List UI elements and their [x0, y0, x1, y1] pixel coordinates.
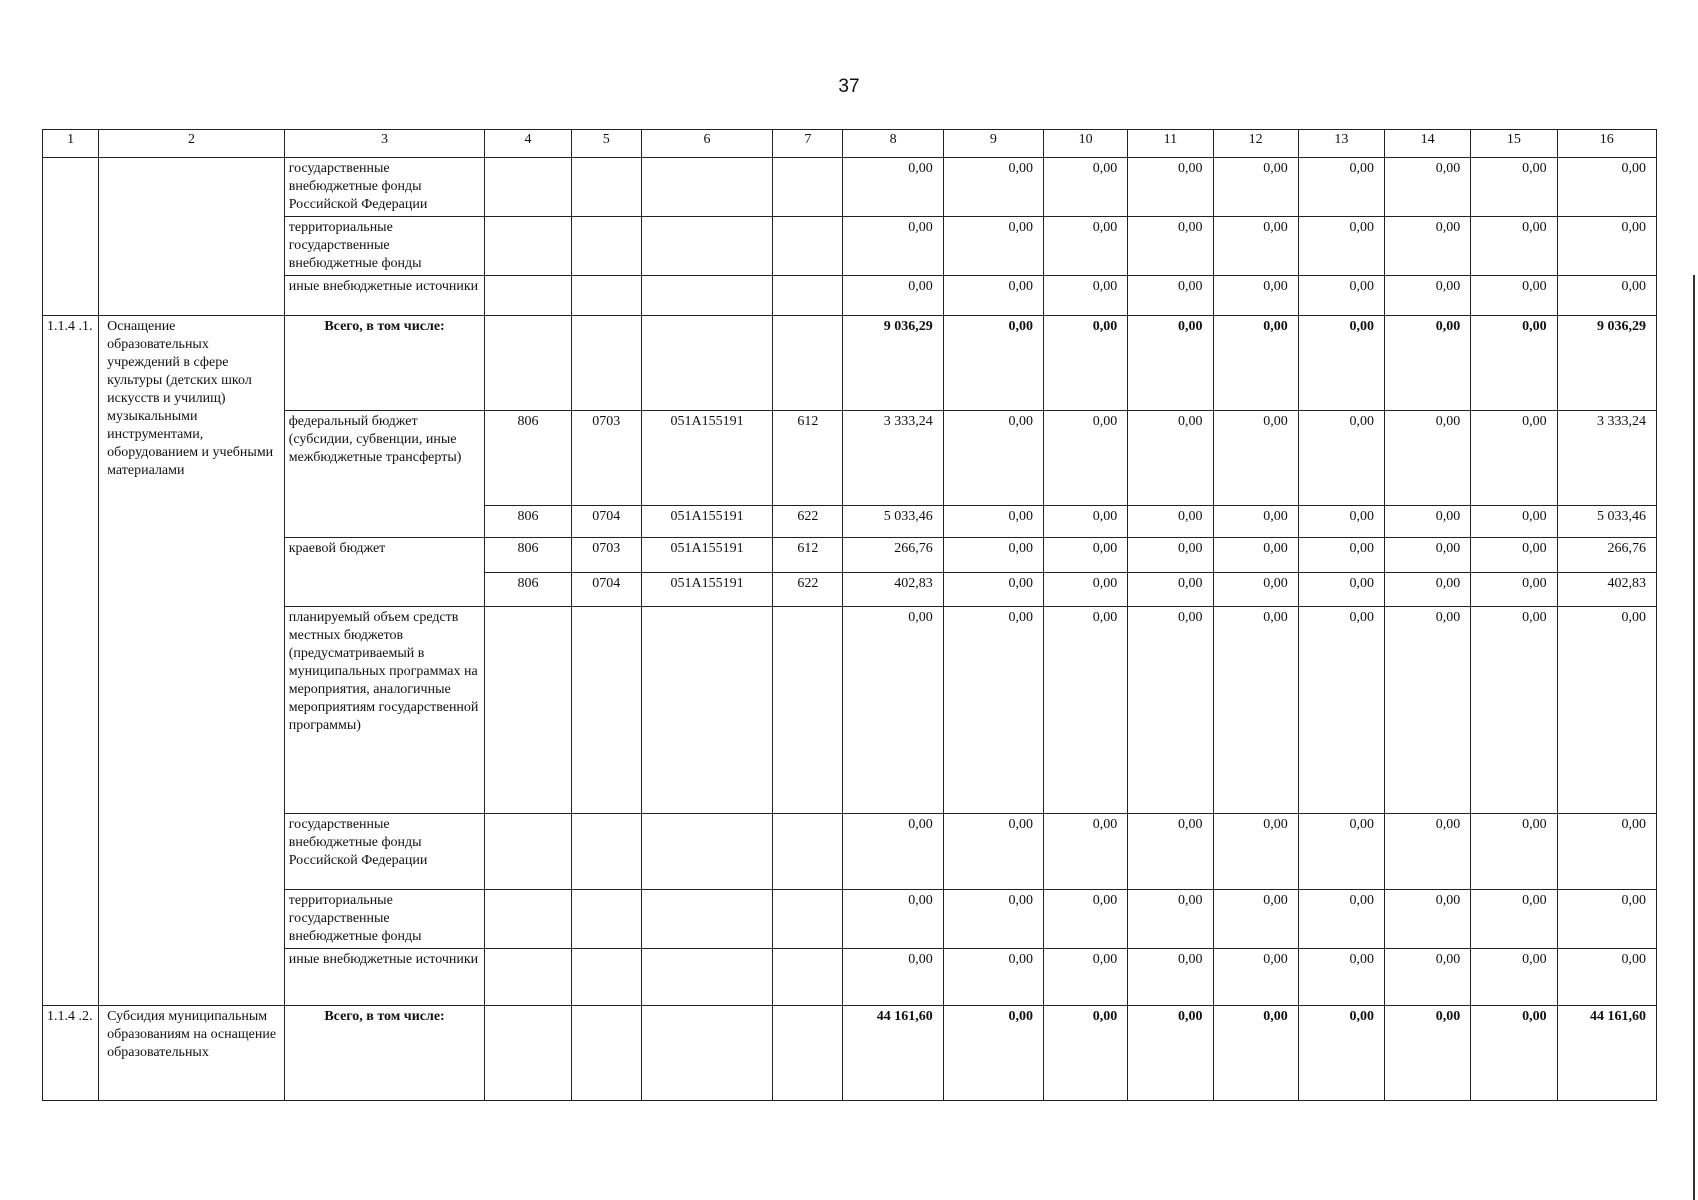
value-cell: 0,00 — [1385, 1006, 1471, 1101]
value-cell: 0,00 — [843, 276, 943, 316]
value-cell: 0,00 — [1213, 217, 1298, 276]
code-cell — [641, 607, 772, 814]
value-cell: 0,00 — [1298, 607, 1384, 814]
value-cell: 0,00 — [1471, 573, 1557, 607]
value-cell: 0,00 — [1128, 316, 1213, 411]
value-cell: 266,76 — [1557, 538, 1656, 573]
table-row — [43, 217, 1657, 276]
value-cell: 0,00 — [1298, 890, 1384, 949]
value-cell: 0,00 — [1298, 411, 1384, 506]
code-cell: 622 — [773, 573, 843, 607]
code-cell — [485, 1006, 571, 1101]
value-cell: 0,00 — [1213, 411, 1298, 506]
value-cell: 0,00 — [1471, 607, 1557, 814]
value-cell: 0,00 — [1471, 411, 1557, 506]
code-cell — [485, 890, 571, 949]
value-cell: 0,00 — [1557, 217, 1656, 276]
column-header: 13 — [1298, 130, 1384, 158]
value-cell: 0,00 — [943, 1006, 1043, 1101]
table-row — [43, 607, 1657, 814]
value-cell: 0,00 — [1557, 276, 1656, 316]
item-number-cell — [43, 158, 99, 316]
value-cell: 0,00 — [1213, 316, 1298, 411]
value-cell: 0,00 — [1044, 506, 1128, 538]
value-cell: 402,83 — [1557, 573, 1656, 607]
code-cell — [773, 607, 843, 814]
value-cell: 0,00 — [1213, 158, 1298, 217]
code-cell — [641, 890, 772, 949]
value-cell: 0,00 — [1044, 217, 1128, 276]
table-row — [43, 276, 1657, 316]
column-header: 4 — [485, 130, 571, 158]
value-cell: 0,00 — [1385, 411, 1471, 506]
code-cell — [773, 1006, 843, 1101]
code-cell: 051A155191 — [641, 506, 772, 538]
value-cell: 0,00 — [1385, 506, 1471, 538]
funding-source-cell: государственные внебюджетные фонды Российской Федерации — [284, 158, 485, 217]
value-cell: 0,00 — [943, 158, 1043, 217]
value-cell: 0,00 — [843, 949, 943, 1006]
column-header: 10 — [1044, 130, 1128, 158]
code-cell — [485, 316, 571, 411]
value-cell: 0,00 — [1128, 890, 1213, 949]
code-cell — [571, 890, 641, 949]
funding-source-cell: федеральный бюджет (субсидии, субвенции, иные межбюджетные трансферты) — [284, 411, 485, 538]
value-cell: 0,00 — [1557, 814, 1656, 890]
item-name-cell — [99, 158, 285, 316]
table-row — [43, 538, 1657, 573]
code-cell: 622 — [773, 506, 843, 538]
code-cell — [571, 814, 641, 890]
item-number-cell: 1.1.4 .2. — [43, 1006, 99, 1101]
value-cell: 0,00 — [943, 217, 1043, 276]
budget-table — [42, 129, 1657, 1101]
value-cell: 0,00 — [1385, 276, 1471, 316]
value-cell: 0,00 — [1128, 607, 1213, 814]
value-cell: 0,00 — [1213, 1006, 1298, 1101]
value-cell: 44 161,60 — [843, 1006, 943, 1101]
code-cell — [485, 949, 571, 1006]
value-cell: 0,00 — [1213, 607, 1298, 814]
value-cell: 0,00 — [1471, 217, 1557, 276]
value-cell: 0,00 — [1471, 538, 1557, 573]
funding-source-cell: краевой бюджет — [284, 538, 485, 607]
code-cell — [641, 217, 772, 276]
code-cell — [641, 276, 772, 316]
value-cell: 0,00 — [1557, 607, 1656, 814]
code-cell: 051A155191 — [641, 411, 772, 506]
table-row — [43, 316, 1657, 411]
value-cell: 0,00 — [843, 158, 943, 217]
code-cell — [641, 316, 772, 411]
value-cell: 0,00 — [1385, 538, 1471, 573]
value-cell: 0,00 — [943, 316, 1043, 411]
funding-source-cell: Всего, в том числе: — [284, 1006, 485, 1101]
column-header: 12 — [1213, 130, 1298, 158]
value-cell: 0,00 — [1213, 538, 1298, 573]
value-cell: 0,00 — [1298, 949, 1384, 1006]
value-cell: 0,00 — [1128, 276, 1213, 316]
code-cell — [485, 814, 571, 890]
code-cell — [571, 217, 641, 276]
column-header: 8 — [843, 130, 943, 158]
value-cell: 0,00 — [1128, 158, 1213, 217]
value-cell: 0,00 — [1298, 1006, 1384, 1101]
value-cell: 0,00 — [1298, 158, 1384, 217]
value-cell: 0,00 — [1044, 316, 1128, 411]
value-cell: 0,00 — [943, 949, 1043, 1006]
value-cell: 266,76 — [843, 538, 943, 573]
value-cell: 0,00 — [1385, 316, 1471, 411]
value-cell: 0,00 — [1128, 217, 1213, 276]
funding-source-cell: иные внебюджетные источники — [284, 949, 485, 1006]
code-cell — [485, 276, 571, 316]
value-cell: 0,00 — [1298, 814, 1384, 890]
value-cell: 0,00 — [1298, 506, 1384, 538]
value-cell: 0,00 — [1298, 217, 1384, 276]
funding-source-cell: иные внебюджетные источники — [284, 276, 485, 316]
value-cell: 0,00 — [1471, 814, 1557, 890]
code-cell — [773, 814, 843, 890]
value-cell: 0,00 — [1213, 949, 1298, 1006]
value-cell: 0,00 — [843, 814, 943, 890]
code-cell — [773, 276, 843, 316]
value-cell: 0,00 — [843, 607, 943, 814]
value-cell: 0,00 — [1298, 276, 1384, 316]
code-cell: 806 — [485, 411, 571, 506]
code-cell: 612 — [773, 538, 843, 573]
value-cell: 0,00 — [1213, 814, 1298, 890]
code-cell — [485, 158, 571, 217]
code-cell — [641, 1006, 772, 1101]
code-cell: 0703 — [571, 538, 641, 573]
table-row — [43, 814, 1657, 890]
value-cell: 0,00 — [1213, 890, 1298, 949]
column-header: 11 — [1128, 130, 1213, 158]
column-header: 6 — [641, 130, 772, 158]
value-cell: 0,00 — [1471, 276, 1557, 316]
code-cell — [641, 949, 772, 1006]
value-cell: 0,00 — [1128, 949, 1213, 1006]
code-cell: 051A155191 — [641, 573, 772, 607]
code-cell: 0703 — [571, 411, 641, 506]
value-cell: 0,00 — [1471, 949, 1557, 1006]
value-cell: 3 333,24 — [843, 411, 943, 506]
code-cell — [773, 949, 843, 1006]
value-cell: 9 036,29 — [843, 316, 943, 411]
value-cell: 0,00 — [943, 506, 1043, 538]
value-cell: 0,00 — [1385, 814, 1471, 890]
column-header: 14 — [1385, 130, 1471, 158]
code-cell: 806 — [485, 506, 571, 538]
value-cell: 0,00 — [1044, 276, 1128, 316]
code-cell — [773, 316, 843, 411]
value-cell: 0,00 — [1044, 538, 1128, 573]
code-cell — [773, 890, 843, 949]
value-cell: 0,00 — [1471, 316, 1557, 411]
funding-source-cell: территориальные государственные внебюджетные фонды — [284, 890, 485, 949]
value-cell: 0,00 — [1385, 607, 1471, 814]
value-cell: 402,83 — [843, 573, 943, 607]
value-cell: 3 333,24 — [1557, 411, 1656, 506]
value-cell: 0,00 — [1044, 814, 1128, 890]
value-cell: 0,00 — [943, 538, 1043, 573]
item-name-cell: Субсидия муниципальным образованиям на оснащение образовательных — [99, 1006, 285, 1101]
value-cell: 0,00 — [943, 890, 1043, 949]
value-cell: 0,00 — [1298, 316, 1384, 411]
value-cell: 0,00 — [1385, 217, 1471, 276]
value-cell: 0,00 — [943, 276, 1043, 316]
code-cell — [485, 607, 571, 814]
value-cell: 0,00 — [1471, 506, 1557, 538]
value-cell: 0,00 — [1044, 607, 1128, 814]
code-cell: 051A155191 — [641, 538, 772, 573]
value-cell: 0,00 — [1385, 949, 1471, 1006]
value-cell: 0,00 — [1044, 1006, 1128, 1101]
code-cell — [773, 217, 843, 276]
value-cell: 0,00 — [1385, 890, 1471, 949]
value-cell: 0,00 — [1128, 814, 1213, 890]
code-cell — [571, 316, 641, 411]
value-cell: 0,00 — [943, 411, 1043, 506]
value-cell: 0,00 — [843, 217, 943, 276]
item-name-cell: Оснащение образовательных учреждений в сфере культуры (детских школ искусств и училищ) музыкальными инструментами, оборудованием и учебными материалами — [99, 316, 285, 1006]
table-row — [43, 411, 1657, 506]
value-cell: 0,00 — [1471, 1006, 1557, 1101]
funding-source-cell: государственные внебюджетные фонды Российской Федерации — [284, 814, 485, 890]
value-cell: 0,00 — [1044, 949, 1128, 1006]
scan-edge-line — [1693, 275, 1695, 1200]
value-cell: 0,00 — [1471, 158, 1557, 217]
code-cell: 806 — [485, 573, 571, 607]
value-cell: 0,00 — [1557, 949, 1656, 1006]
code-cell — [641, 814, 772, 890]
value-cell: 0,00 — [943, 573, 1043, 607]
code-cell: 806 — [485, 538, 571, 573]
column-header: 3 — [284, 130, 485, 158]
value-cell: 0,00 — [1213, 573, 1298, 607]
value-cell: 0,00 — [1385, 158, 1471, 217]
column-header: 5 — [571, 130, 641, 158]
value-cell: 0,00 — [1557, 158, 1656, 217]
value-cell: 0,00 — [1213, 276, 1298, 316]
code-cell — [571, 1006, 641, 1101]
value-cell: 0,00 — [1128, 506, 1213, 538]
code-cell: 612 — [773, 411, 843, 506]
column-header: 9 — [943, 130, 1043, 158]
value-cell: 5 033,46 — [1557, 506, 1656, 538]
column-header: 1 — [43, 130, 99, 158]
table-row — [43, 890, 1657, 949]
code-cell — [571, 607, 641, 814]
column-header: 16 — [1557, 130, 1656, 158]
code-cell — [571, 949, 641, 1006]
funding-source-cell: планируемый объем средств местных бюджетов (предусматриваемый в муниципальных программах на мероприятия, аналогичные мероприятиям государственной программы) — [284, 607, 485, 814]
code-cell — [641, 158, 772, 217]
value-cell: 0,00 — [1128, 411, 1213, 506]
value-cell: 0,00 — [1471, 890, 1557, 949]
value-cell: 44 161,60 — [1557, 1006, 1656, 1101]
table-row — [43, 158, 1657, 217]
code-cell: 0704 — [571, 573, 641, 607]
value-cell: 0,00 — [1128, 573, 1213, 607]
value-cell: 0,00 — [1213, 506, 1298, 538]
table-row — [43, 1006, 1657, 1101]
value-cell: 0,00 — [1128, 1006, 1213, 1101]
value-cell: 0,00 — [1298, 538, 1384, 573]
value-cell: 0,00 — [1385, 573, 1471, 607]
value-cell: 0,00 — [1128, 538, 1213, 573]
value-cell: 0,00 — [1557, 890, 1656, 949]
column-header: 2 — [99, 130, 285, 158]
table-row — [43, 949, 1657, 1006]
value-cell: 9 036,29 — [1557, 316, 1656, 411]
code-cell: 0704 — [571, 506, 641, 538]
value-cell: 0,00 — [843, 890, 943, 949]
value-cell: 0,00 — [1044, 158, 1128, 217]
funding-source-cell: Всего, в том числе: — [284, 316, 485, 411]
column-header: 7 — [773, 130, 843, 158]
item-number-cell: 1.1.4 .1. — [43, 316, 99, 1006]
value-cell: 0,00 — [943, 814, 1043, 890]
column-header: 15 — [1471, 130, 1557, 158]
code-cell — [485, 217, 571, 276]
code-cell — [773, 158, 843, 217]
funding-source-cell: территориальные государственные внебюджетные фонды — [284, 217, 485, 276]
value-cell: 0,00 — [1044, 573, 1128, 607]
page-number: 37 — [838, 76, 860, 97]
code-cell — [571, 158, 641, 217]
value-cell: 0,00 — [1044, 411, 1128, 506]
column-number-header-row — [43, 130, 1657, 158]
value-cell: 0,00 — [943, 607, 1043, 814]
code-cell — [571, 276, 641, 316]
value-cell: 0,00 — [1044, 890, 1128, 949]
value-cell: 5 033,46 — [843, 506, 943, 538]
value-cell: 0,00 — [1298, 573, 1384, 607]
